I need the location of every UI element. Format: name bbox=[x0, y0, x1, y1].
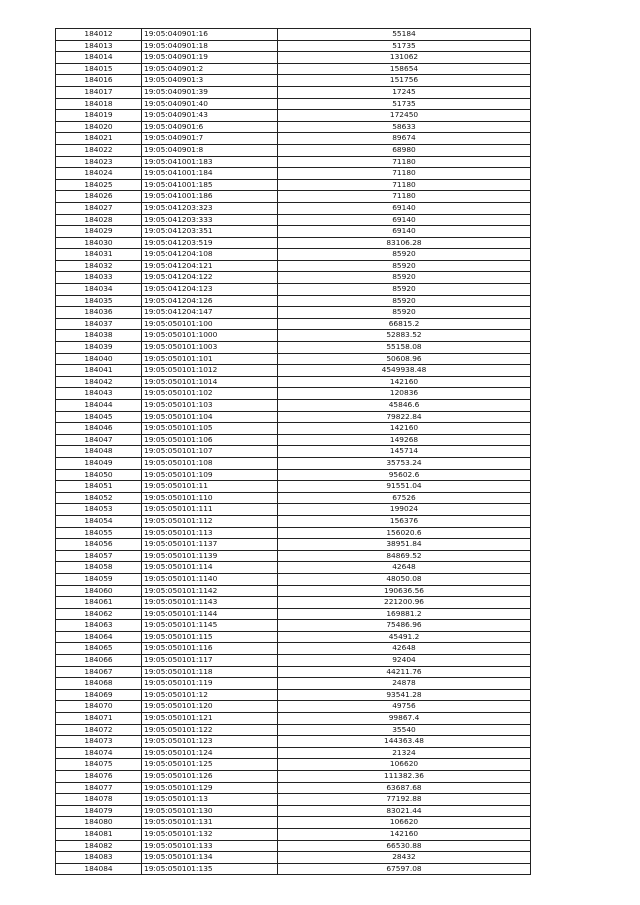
row-number-cell: 184070 bbox=[56, 701, 142, 713]
row-number-cell: 184053 bbox=[56, 504, 142, 516]
value-cell: 99867.4 bbox=[278, 713, 531, 725]
cadastral-number-cell: 19:05:050101:105 bbox=[142, 423, 278, 435]
row-number-cell: 184050 bbox=[56, 469, 142, 481]
table-row bbox=[56, 29, 531, 41]
table-row bbox=[56, 388, 531, 400]
row-number-cell: 184051 bbox=[56, 481, 142, 493]
row-number-cell: 184084 bbox=[56, 863, 142, 875]
row-number-cell: 184052 bbox=[56, 492, 142, 504]
cadastral-number-cell: 19:05:050101:106 bbox=[142, 434, 278, 446]
cadastral-number-cell: 19:05:050101:111 bbox=[142, 504, 278, 516]
row-number-cell: 184039 bbox=[56, 342, 142, 354]
cadastral-number-cell: 19:05:041001:186 bbox=[142, 191, 278, 203]
cadastral-number-cell: 19:05:041204:123 bbox=[142, 284, 278, 296]
cadastral-number-cell: 19:05:040901:18 bbox=[142, 40, 278, 52]
value-cell: 85920 bbox=[278, 295, 531, 307]
table-row bbox=[56, 121, 531, 133]
row-number-cell: 184057 bbox=[56, 550, 142, 562]
row-number-cell: 184046 bbox=[56, 423, 142, 435]
value-cell: 69140 bbox=[278, 202, 531, 214]
value-cell: 28432 bbox=[278, 852, 531, 864]
cadastral-number-cell: 19:05:041204:126 bbox=[142, 295, 278, 307]
table-row bbox=[56, 318, 531, 330]
value-cell: 35540 bbox=[278, 724, 531, 736]
table-row bbox=[56, 202, 531, 214]
value-cell: 35753.24 bbox=[278, 457, 531, 469]
value-cell: 42648 bbox=[278, 643, 531, 655]
value-cell: 17245 bbox=[278, 86, 531, 98]
row-number-cell: 184072 bbox=[56, 724, 142, 736]
cadastral-number-cell: 19:05:041001:184 bbox=[142, 168, 278, 180]
value-cell: 190636.56 bbox=[278, 585, 531, 597]
value-cell: 55158.08 bbox=[278, 342, 531, 354]
table-row bbox=[56, 376, 531, 388]
cadastral-number-cell: 19:05:050101:110 bbox=[142, 492, 278, 504]
row-number-cell: 184082 bbox=[56, 840, 142, 852]
row-number-cell: 184035 bbox=[56, 295, 142, 307]
row-number-cell: 184080 bbox=[56, 817, 142, 829]
row-number-cell: 184079 bbox=[56, 805, 142, 817]
cadastral-number-cell: 19:05:041204:108 bbox=[142, 249, 278, 261]
table-row bbox=[56, 52, 531, 64]
table-row bbox=[56, 400, 531, 412]
cadastral-number-cell: 19:05:050101:123 bbox=[142, 736, 278, 748]
value-cell: 63687.68 bbox=[278, 782, 531, 794]
table-row bbox=[56, 794, 531, 806]
table-row bbox=[56, 191, 531, 203]
value-cell: 144363.48 bbox=[278, 736, 531, 748]
value-cell: 45846.6 bbox=[278, 400, 531, 412]
data-table bbox=[55, 28, 531, 875]
table-row bbox=[56, 353, 531, 365]
value-cell: 48050.08 bbox=[278, 573, 531, 585]
table-row bbox=[56, 330, 531, 342]
table-row bbox=[56, 643, 531, 655]
row-number-cell: 184036 bbox=[56, 307, 142, 319]
row-number-cell: 184033 bbox=[56, 272, 142, 284]
cadastral-number-cell: 19:05:050101:100 bbox=[142, 318, 278, 330]
value-cell: 95602.6 bbox=[278, 469, 531, 481]
table-row bbox=[56, 86, 531, 98]
table-row bbox=[56, 133, 531, 145]
cadastral-number-cell: 19:05:040901:43 bbox=[142, 110, 278, 122]
table-row bbox=[56, 365, 531, 377]
table-row bbox=[56, 515, 531, 527]
value-cell: 45491.2 bbox=[278, 631, 531, 643]
cadastral-number-cell: 19:05:050101:108 bbox=[142, 457, 278, 469]
row-number-cell: 184047 bbox=[56, 434, 142, 446]
cadastral-number-cell: 19:05:050101:116 bbox=[142, 643, 278, 655]
row-number-cell: 184069 bbox=[56, 689, 142, 701]
row-number-cell: 184015 bbox=[56, 63, 142, 75]
table-row bbox=[56, 573, 531, 585]
table-row bbox=[56, 562, 531, 574]
cadastral-number-cell: 19:05:040901:7 bbox=[142, 133, 278, 145]
value-cell: 85920 bbox=[278, 260, 531, 272]
row-number-cell: 184045 bbox=[56, 411, 142, 423]
row-number-cell: 184024 bbox=[56, 168, 142, 180]
value-cell: 149268 bbox=[278, 434, 531, 446]
table-row bbox=[56, 504, 531, 516]
cadastral-number-cell: 19:05:050101:118 bbox=[142, 666, 278, 678]
value-cell: 71180 bbox=[278, 168, 531, 180]
cadastral-number-cell: 19:05:050101:1140 bbox=[142, 573, 278, 585]
table-row bbox=[56, 411, 531, 423]
table-row bbox=[56, 550, 531, 562]
value-cell: 66815.2 bbox=[278, 318, 531, 330]
value-cell: 221200.96 bbox=[278, 597, 531, 609]
cadastral-number-cell: 19:05:040901:16 bbox=[142, 29, 278, 41]
value-cell: 142160 bbox=[278, 376, 531, 388]
table-row bbox=[56, 817, 531, 829]
cadastral-number-cell: 19:05:050101:117 bbox=[142, 655, 278, 667]
cadastral-number-cell: 19:05:050101:11 bbox=[142, 481, 278, 493]
row-number-cell: 184020 bbox=[56, 121, 142, 133]
row-number-cell: 184055 bbox=[56, 527, 142, 539]
row-number-cell: 184019 bbox=[56, 110, 142, 122]
row-number-cell: 184077 bbox=[56, 782, 142, 794]
table-row bbox=[56, 307, 531, 319]
cadastral-number-cell: 19:05:050101:115 bbox=[142, 631, 278, 643]
value-cell: 79822.84 bbox=[278, 411, 531, 423]
table-row bbox=[56, 272, 531, 284]
cadastral-number-cell: 19:05:040901:39 bbox=[142, 86, 278, 98]
table-row bbox=[56, 608, 531, 620]
row-number-cell: 184058 bbox=[56, 562, 142, 574]
row-number-cell: 184081 bbox=[56, 828, 142, 840]
table-row bbox=[56, 40, 531, 52]
value-cell: 106620 bbox=[278, 759, 531, 771]
row-number-cell: 184018 bbox=[56, 98, 142, 110]
row-number-cell: 184076 bbox=[56, 771, 142, 783]
table-row bbox=[56, 284, 531, 296]
value-cell: 85920 bbox=[278, 307, 531, 319]
value-cell: 120836 bbox=[278, 388, 531, 400]
value-cell: 106620 bbox=[278, 817, 531, 829]
value-cell: 51735 bbox=[278, 40, 531, 52]
row-number-cell: 184026 bbox=[56, 191, 142, 203]
cadastral-number-cell: 19:05:050101:1143 bbox=[142, 597, 278, 609]
cadastral-number-cell: 19:05:041203:333 bbox=[142, 214, 278, 226]
cadastral-number-cell: 19:05:050101:1145 bbox=[142, 620, 278, 632]
table-row bbox=[56, 597, 531, 609]
table-row bbox=[56, 747, 531, 759]
row-number-cell: 184014 bbox=[56, 52, 142, 64]
row-number-cell: 184063 bbox=[56, 620, 142, 632]
cadastral-number-cell: 19:05:041203:323 bbox=[142, 202, 278, 214]
cadastral-number-cell: 19:05:050101:1139 bbox=[142, 550, 278, 562]
value-cell: 21324 bbox=[278, 747, 531, 759]
cadastral-number-cell: 19:05:040901:3 bbox=[142, 75, 278, 87]
value-cell: 50608.96 bbox=[278, 353, 531, 365]
table-row bbox=[56, 689, 531, 701]
row-number-cell: 184083 bbox=[56, 852, 142, 864]
row-number-cell: 184078 bbox=[56, 794, 142, 806]
row-number-cell: 184068 bbox=[56, 678, 142, 690]
table-row bbox=[56, 852, 531, 864]
value-cell: 55184 bbox=[278, 29, 531, 41]
value-cell: 4549938.48 bbox=[278, 365, 531, 377]
value-cell: 38951.84 bbox=[278, 539, 531, 551]
table-row bbox=[56, 168, 531, 180]
row-number-cell: 184071 bbox=[56, 713, 142, 725]
value-cell: 85920 bbox=[278, 249, 531, 261]
cadastral-number-cell: 19:05:041203:351 bbox=[142, 226, 278, 238]
table-row bbox=[56, 63, 531, 75]
row-number-cell: 184043 bbox=[56, 388, 142, 400]
cadastral-number-cell: 19:05:050101:13 bbox=[142, 794, 278, 806]
cadastral-number-cell: 19:05:040901:8 bbox=[142, 144, 278, 156]
cadastral-number-cell: 19:05:050101:121 bbox=[142, 713, 278, 725]
table-row bbox=[56, 805, 531, 817]
row-number-cell: 184034 bbox=[56, 284, 142, 296]
row-number-cell: 184073 bbox=[56, 736, 142, 748]
cadastral-number-cell: 19:05:050101:131 bbox=[142, 817, 278, 829]
row-number-cell: 184013 bbox=[56, 40, 142, 52]
table-row bbox=[56, 759, 531, 771]
value-cell: 67597.08 bbox=[278, 863, 531, 875]
row-number-cell: 184049 bbox=[56, 457, 142, 469]
cadastral-number-cell: 19:05:050101:107 bbox=[142, 446, 278, 458]
cadastral-number-cell: 19:05:050101:113 bbox=[142, 527, 278, 539]
value-cell: 156376 bbox=[278, 515, 531, 527]
value-cell: 142160 bbox=[278, 423, 531, 435]
value-cell: 77192.88 bbox=[278, 794, 531, 806]
table-row bbox=[56, 840, 531, 852]
cadastral-number-cell: 19:05:050101:124 bbox=[142, 747, 278, 759]
cadastral-number-cell: 19:05:050101:135 bbox=[142, 863, 278, 875]
cadastral-number-cell: 19:05:050101:129 bbox=[142, 782, 278, 794]
row-number-cell: 184067 bbox=[56, 666, 142, 678]
value-cell: 111382.36 bbox=[278, 771, 531, 783]
cadastral-number-cell: 19:05:040901:6 bbox=[142, 121, 278, 133]
row-number-cell: 184042 bbox=[56, 376, 142, 388]
cadastral-number-cell: 19:05:050101:126 bbox=[142, 771, 278, 783]
row-number-cell: 184032 bbox=[56, 260, 142, 272]
row-number-cell: 184038 bbox=[56, 330, 142, 342]
cadastral-number-cell: 19:05:041001:185 bbox=[142, 179, 278, 191]
table-row bbox=[56, 237, 531, 249]
row-number-cell: 184074 bbox=[56, 747, 142, 759]
value-cell: 93541.28 bbox=[278, 689, 531, 701]
value-cell: 67526 bbox=[278, 492, 531, 504]
table-row bbox=[56, 75, 531, 87]
table-row bbox=[56, 863, 531, 875]
cadastral-number-cell: 19:05:050101:112 bbox=[142, 515, 278, 527]
row-number-cell: 184021 bbox=[56, 133, 142, 145]
cadastral-number-cell: 19:05:050101:122 bbox=[142, 724, 278, 736]
row-number-cell: 184044 bbox=[56, 400, 142, 412]
row-number-cell: 184041 bbox=[56, 365, 142, 377]
table-row bbox=[56, 631, 531, 643]
value-cell: 52883.52 bbox=[278, 330, 531, 342]
row-number-cell: 184062 bbox=[56, 608, 142, 620]
cadastral-number-cell: 19:05:050101:103 bbox=[142, 400, 278, 412]
table-row bbox=[56, 226, 531, 238]
value-cell: 172450 bbox=[278, 110, 531, 122]
value-cell: 42648 bbox=[278, 562, 531, 574]
cadastral-number-cell: 19:05:050101:119 bbox=[142, 678, 278, 690]
table-row bbox=[56, 666, 531, 678]
row-number-cell: 184016 bbox=[56, 75, 142, 87]
row-number-cell: 184040 bbox=[56, 353, 142, 365]
value-cell: 44211.76 bbox=[278, 666, 531, 678]
table-row bbox=[56, 469, 531, 481]
value-cell: 51735 bbox=[278, 98, 531, 110]
table-row bbox=[56, 585, 531, 597]
cadastral-number-cell: 19:05:040901:40 bbox=[142, 98, 278, 110]
value-cell: 199024 bbox=[278, 504, 531, 516]
row-number-cell: 184027 bbox=[56, 202, 142, 214]
row-number-cell: 184064 bbox=[56, 631, 142, 643]
cadastral-number-cell: 19:05:050101:12 bbox=[142, 689, 278, 701]
value-cell: 156020.6 bbox=[278, 527, 531, 539]
cadastral-number-cell: 19:05:050101:1003 bbox=[142, 342, 278, 354]
cadastral-number-cell: 19:05:050101:109 bbox=[142, 469, 278, 481]
value-cell: 142160 bbox=[278, 828, 531, 840]
table-row bbox=[56, 434, 531, 446]
row-number-cell: 184037 bbox=[56, 318, 142, 330]
table-row bbox=[56, 214, 531, 226]
value-cell: 66530.88 bbox=[278, 840, 531, 852]
value-cell: 83021.44 bbox=[278, 805, 531, 817]
table-row bbox=[56, 110, 531, 122]
value-cell: 71180 bbox=[278, 191, 531, 203]
row-number-cell: 184012 bbox=[56, 29, 142, 41]
table-row bbox=[56, 782, 531, 794]
table-row bbox=[56, 260, 531, 272]
table-row bbox=[56, 539, 531, 551]
value-cell: 58633 bbox=[278, 121, 531, 133]
table-row bbox=[56, 701, 531, 713]
cadastral-number-cell: 19:05:041204:122 bbox=[142, 272, 278, 284]
cadastral-number-cell: 19:05:050101:114 bbox=[142, 562, 278, 574]
value-cell: 92404 bbox=[278, 655, 531, 667]
table-row bbox=[56, 736, 531, 748]
row-number-cell: 184025 bbox=[56, 179, 142, 191]
table-row bbox=[56, 828, 531, 840]
row-number-cell: 184031 bbox=[56, 249, 142, 261]
table-row bbox=[56, 481, 531, 493]
cadastral-number-cell: 19:05:040901:19 bbox=[142, 52, 278, 64]
value-cell: 49756 bbox=[278, 701, 531, 713]
table-row bbox=[56, 446, 531, 458]
table-row bbox=[56, 144, 531, 156]
value-cell: 84869.52 bbox=[278, 550, 531, 562]
cadastral-number-cell: 19:05:050101:130 bbox=[142, 805, 278, 817]
cadastral-number-cell: 19:05:041204:121 bbox=[142, 260, 278, 272]
value-cell: 158654 bbox=[278, 63, 531, 75]
table-row bbox=[56, 620, 531, 632]
table-row bbox=[56, 527, 531, 539]
cadastral-number-cell: 19:05:050101:1000 bbox=[142, 330, 278, 342]
cadastral-number-cell: 19:05:050101:132 bbox=[142, 828, 278, 840]
value-cell: 69140 bbox=[278, 214, 531, 226]
row-number-cell: 184029 bbox=[56, 226, 142, 238]
cadastral-number-cell: 19:05:050101:1014 bbox=[142, 376, 278, 388]
row-number-cell: 184048 bbox=[56, 446, 142, 458]
row-number-cell: 184023 bbox=[56, 156, 142, 168]
cadastral-number-cell: 19:05:050101:102 bbox=[142, 388, 278, 400]
cadastral-number-cell: 19:05:050101:1142 bbox=[142, 585, 278, 597]
table-row bbox=[56, 492, 531, 504]
value-cell: 68980 bbox=[278, 144, 531, 156]
cadastral-number-cell: 19:05:050101:104 bbox=[142, 411, 278, 423]
cadastral-number-cell: 19:05:050101:1144 bbox=[142, 608, 278, 620]
value-cell: 145714 bbox=[278, 446, 531, 458]
value-cell: 83106.28 bbox=[278, 237, 531, 249]
table-row bbox=[56, 655, 531, 667]
value-cell: 69140 bbox=[278, 226, 531, 238]
cadastral-number-cell: 19:05:041001:183 bbox=[142, 156, 278, 168]
cadastral-number-cell: 19:05:050101:133 bbox=[142, 840, 278, 852]
value-cell: 85920 bbox=[278, 284, 531, 296]
row-number-cell: 184017 bbox=[56, 86, 142, 98]
table-row bbox=[56, 156, 531, 168]
value-cell: 24878 bbox=[278, 678, 531, 690]
row-number-cell: 184028 bbox=[56, 214, 142, 226]
cadastral-number-cell: 19:05:050101:125 bbox=[142, 759, 278, 771]
cadastral-number-cell: 19:05:050101:134 bbox=[142, 852, 278, 864]
value-cell: 169881.2 bbox=[278, 608, 531, 620]
table-row bbox=[56, 179, 531, 191]
table-row bbox=[56, 423, 531, 435]
value-cell: 89674 bbox=[278, 133, 531, 145]
value-cell: 151756 bbox=[278, 75, 531, 87]
value-cell: 71180 bbox=[278, 156, 531, 168]
value-cell: 91551.04 bbox=[278, 481, 531, 493]
value-cell: 85920 bbox=[278, 272, 531, 284]
table-row bbox=[56, 342, 531, 354]
row-number-cell: 184060 bbox=[56, 585, 142, 597]
cadastral-number-cell: 19:05:041204:147 bbox=[142, 307, 278, 319]
table-row bbox=[56, 295, 531, 307]
cadastral-number-cell: 19:05:050101:101 bbox=[142, 353, 278, 365]
value-cell: 75486.96 bbox=[278, 620, 531, 632]
value-cell: 131062 bbox=[278, 52, 531, 64]
table-body bbox=[56, 29, 531, 875]
row-number-cell: 184066 bbox=[56, 655, 142, 667]
row-number-cell: 184054 bbox=[56, 515, 142, 527]
table-row bbox=[56, 724, 531, 736]
row-number-cell: 184059 bbox=[56, 573, 142, 585]
table-row bbox=[56, 771, 531, 783]
row-number-cell: 184061 bbox=[56, 597, 142, 609]
cadastral-number-cell: 19:05:050101:1137 bbox=[142, 539, 278, 551]
cadastral-number-cell: 19:05:041203:519 bbox=[142, 237, 278, 249]
cadastral-number-cell: 19:05:050101:120 bbox=[142, 701, 278, 713]
row-number-cell: 184030 bbox=[56, 237, 142, 249]
row-number-cell: 184065 bbox=[56, 643, 142, 655]
cadastral-number-cell: 19:05:050101:1012 bbox=[142, 365, 278, 377]
table-row bbox=[56, 98, 531, 110]
table-row bbox=[56, 713, 531, 725]
value-cell: 71180 bbox=[278, 179, 531, 191]
table-row bbox=[56, 249, 531, 261]
row-number-cell: 184075 bbox=[56, 759, 142, 771]
row-number-cell: 184022 bbox=[56, 144, 142, 156]
cadastral-number-cell: 19:05:040901:2 bbox=[142, 63, 278, 75]
table-row bbox=[56, 457, 531, 469]
row-number-cell: 184056 bbox=[56, 539, 142, 551]
table-row bbox=[56, 678, 531, 690]
